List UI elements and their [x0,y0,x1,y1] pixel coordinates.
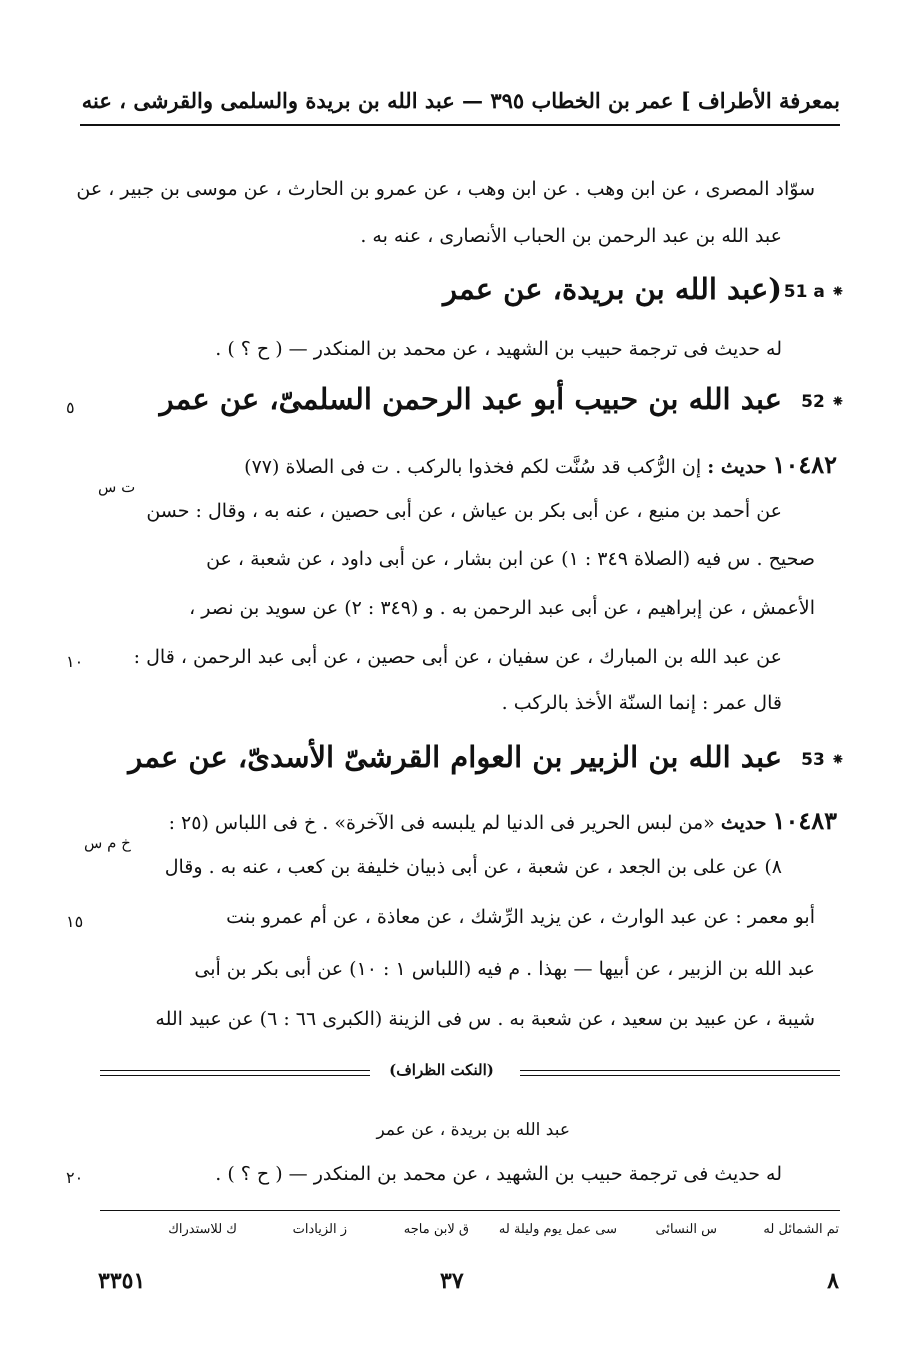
entry-53-sigla: خ م س [84,834,131,852]
hadith-label: حديث : [707,456,767,478]
paragraph-1-line-1: سوّاد المصرى ، عن ابن وهب . عن ابن وهب ، عن عمرو بن الحارث ، عن موسى بن جبير ، عن [76,178,815,200]
entry-52-sigla: ت س [98,478,136,496]
legend-item-1: تم الشمائل له [763,1222,839,1237]
hadith-number: ١٠٤٨٣ [772,806,837,835]
footnote-text: له حديث فى ترجمة حبيب بن الشهيد ، عن محمد بن المنكدر — ( ح ؟ ) . [215,1163,782,1185]
legend-item-5: ز الزيادات [292,1222,347,1237]
legend-item-4: ق لابن ماجه [403,1222,469,1237]
entry-52-number: 52 ⁕ [801,392,845,412]
entry-53-number: 53 ⁕ [801,750,845,770]
hadith-number: ١٠٤٨٢ [772,450,837,479]
folio-left: ٣٣٥١ [98,1268,146,1294]
entry-53-line-4: عبد الله بن الزبير ، عن أبيها — بهذا . م فيه (اللباس ١ : ١٠) عن أبى بكر بن أبى [194,958,815,980]
legend-rule [100,1210,840,1211]
paragraph-1-line-2: عبد الله بن عبد الرحمن بن الحباب الأنصارى ، عنه به . [360,225,782,247]
entry-52-line-6: قال عمر : إنما السنّة الأخذ بالركب . [501,692,782,714]
entry-52-margin-number: ١٠ [66,652,84,671]
entry-51a-heading: (عبد الله بن بريدة، عن عمر [442,272,782,306]
legend-item-6: ك للاستدراك [168,1222,237,1237]
footnote-margin-number: ٢٠ [66,1168,84,1187]
entry-53-line-1 [169,806,837,835]
hadith-text: إن الرُّكب قد سُنَّت لكم فخذوا بالركب . ت فى الصلاة (٧٧) [244,456,702,478]
legend-item-3: سى عمل يوم وليلة له [498,1222,617,1237]
running-head: بمعرفة الأطراف ] عمر بن الخطاب ٣٩٥ — عبد الله بن بريدة والسلمى والقرشى ، عنه [81,88,840,113]
folio-center: ٣٧ [440,1268,464,1294]
folio-right: ٨ [827,1268,839,1294]
entry-53-line-3: أبو معمر : عن عبد الوارث ، عن يزيد الرِّشك ، عن معاذة ، عن أم عمرو بنت [226,906,815,928]
hadith-text: «من لبس الحرير فى الدنيا لم يلبسه فى الآخرة» . خ فى اللباس (٢٥ : [168,812,715,834]
running-head-rule [80,124,840,126]
entry-52-line-4: الأعمش ، عن إبراهيم ، عن أبى عبد الرحمن به . و (٣٤٩ : ٢) عن سويد بن نصر ، [189,597,815,619]
entry-52-line-2: عن أحمد بن منيع ، عن أبى بكر بن عياش ، عن أبى حصين ، عنه به ، وقال : حسن [146,500,782,522]
entry-52-line-3: صحيح . س فيه (الصلاة ٣٤٩ : ١) عن ابن بشار ، عن أبى داود ، عن شعبة ، عن [206,548,815,570]
footnote-title: (النكت الظراف) [389,1061,494,1079]
entry-53-margin-number: ١٥ [66,912,84,931]
entry-53-heading: عبد الله بن الزبير بن العوام القرشىّ الأسدىّ، عن عمر [128,740,782,774]
entry-52-heading: عبد الله بن حبيب أبو عبد الرحمن السلمىّ، عن عمر [159,382,782,416]
entry-52-line-5: عن عبد الله بن المبارك ، عن سفيان ، عن أبى حصين ، عن أبى عبد الرحمن ، قال : [133,646,782,668]
entry-51a-text: له حديث فى ترجمة حبيب بن الشهيد ، عن محمد بن المنكدر — ( ح ؟ ) . [215,338,782,360]
entry-53-line-5: شيبة ، عن عبيد بن سعيد ، عن شعبة به . س فى الزينة (الكبرى ٦٦ : ٦) عن عبيد الله [155,1008,815,1030]
entry-51a-number: 51 a ⁕ [783,282,845,302]
hadith-label: حديث [720,812,767,834]
footnote-heading: عبد الله بن بريدة ، عن عمر [376,1120,570,1140]
entry-52-line-1 [244,450,837,479]
entry-53-line-2: ٨) عن على بن الجعد ، عن شعبة ، عن أبى ذبيان خليفة بن كعب ، عنه به . وقال [164,856,782,878]
legend-item-2: س النسائى [655,1222,717,1237]
entry-52-margin-mark: ٥ [66,398,75,417]
